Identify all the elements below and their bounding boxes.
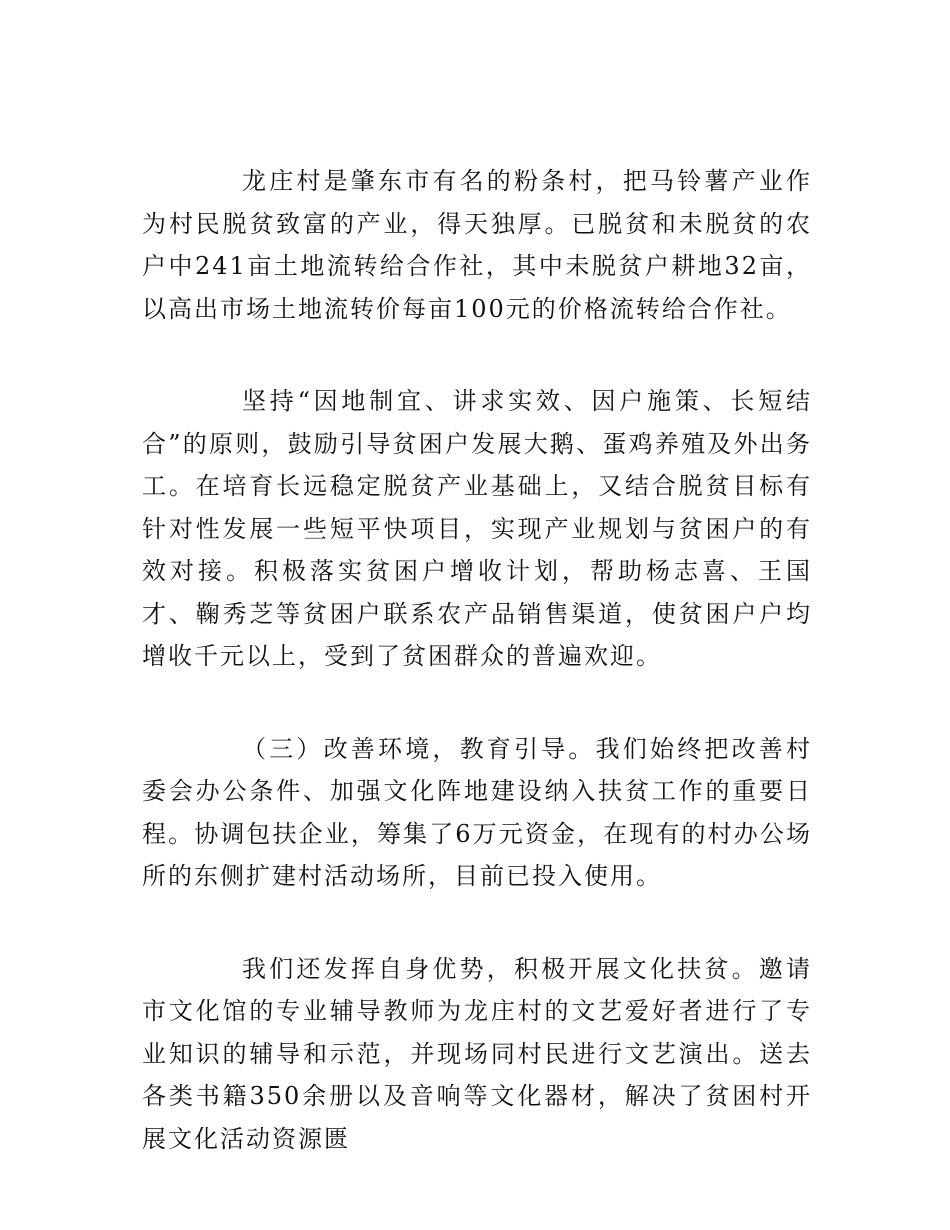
paragraph-industry-principles: 坚持“因地制宜、讲求实效、因户施策、长短结合”的原则，鼓励引导贫困户发展大鹅、蛋鸡养殖及外出务工。在培育长远稳定脱贫产业基础上，又结合脱贫目标有针对性发展一些短平快项目，实现产业规划与贫困户的有效对接。积极落实贫困户增收计划，帮助杨志喜、王国才、鞠秀芝等贫困户联系农产品销售渠道，使贫困户户均增收千元以上，受到了贫困群众的普遍欢迎。 (142, 387, 812, 670)
paragraph-land-transfer: 龙庄村是肇东市有名的粉条村，把马铃薯产业作为村民脱贫致富的产业，得天独厚。已脱贫和未脱贫的农户中241亩土地流转给合作社，其中未脱贫户耕地32亩，以高出市场土地流转价每亩100元的价格流转给合作社。 (142, 167, 812, 323)
paragraph-cultural-poverty-relief: 我们还发挥自身优势，积极开展文化扶贫。邀请市文化馆的专业辅导教师为龙庄村的文艺爱好者进行了专业知识的辅导和示范，并现场同村民进行文艺演出。送去各类书籍350余册以及音响等文化器材，解决了贫困村开展文化活动资源匮 (142, 954, 812, 1153)
paragraph-environment-improvement: （三）改善环境，教育引导。我们始终把改善村委会办公条件、加强文化阵地建设纳入扶贫工作的重要日程。协调包扶企业，筹集了6万元资金，在现有的村办公场所的东侧扩建村活动场所，目前已投入使用。 (142, 734, 812, 890)
document-body (142, 160, 812, 1210)
